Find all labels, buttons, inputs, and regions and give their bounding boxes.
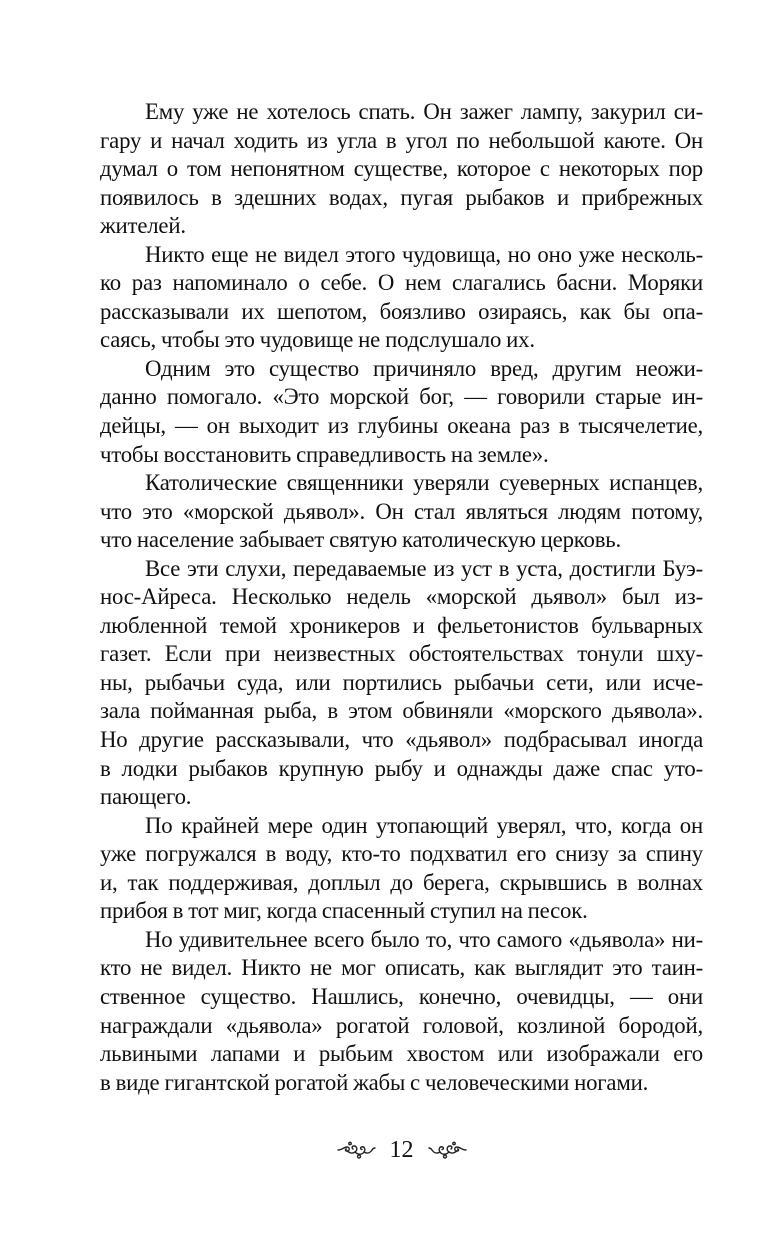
text-line: уже погружался в воду, кто-то подхватил его снизу за спину: [100, 841, 703, 867]
text-line: зала пойманная рыба, в этом обвиняли «морского дьявола».: [100, 698, 703, 724]
page-footer: [100, 1132, 703, 1168]
text-line: жителей.: [100, 213, 186, 239]
text-line: кто не видел. Никто не мог описать, как выглядит это таин-: [100, 955, 703, 981]
scroll-flourish-icon: [428, 1139, 468, 1161]
text-line: прибоя в тот миг, когда спасенный ступил на песок.: [100, 898, 588, 924]
paragraph: [100, 812, 703, 926]
book-page: [100, 0, 703, 1240]
paragraph: [100, 555, 703, 812]
text-line: данно помогало. «Это морской бог, — говорили старые ин-: [100, 384, 703, 410]
text-line: Все эти слухи, передаваемые из уст в уста, достигли Буэ-: [145, 555, 703, 581]
text-line: появилось в здешних водах, пугая рыбаков и прибрежных: [100, 184, 703, 210]
text-line: пающего.: [100, 784, 192, 810]
text-line: ко раз напоминало о себе. О нем слагались басни. Моряки: [100, 270, 703, 296]
text-line: чтобы восстановить справедливость на земле».: [100, 441, 549, 467]
text-line: Ему уже не хотелось спать. Он зажег лампу, закурил си-: [145, 99, 703, 124]
text-line: ны, рыбачьи суда, или портились рыбачьи сети, или исче-: [100, 669, 703, 695]
text-line: Но другие рассказывали, что «дьявол» подбрасывал иногда: [100, 727, 703, 753]
text-line: нос-Айреса. Несколько недель «морской дьявол» был из-: [100, 584, 703, 610]
text-line: львиными лапами и рыбьим хвостом или изображали его: [100, 1041, 703, 1067]
text-line: что население забывает святую католическую церковь.: [100, 527, 621, 553]
page-number: 12: [389, 1137, 414, 1163]
text-line: Католические священники уверяли суеверных испанцев,: [145, 470, 703, 496]
paragraph: [100, 241, 703, 355]
text-line: По крайней мере один утопающий уверял, что, когда он: [145, 812, 703, 838]
paragraph: [100, 469, 703, 555]
text-line: дейцы, — он выходит из глубины океана раз в тысячелетие,: [100, 413, 703, 439]
text-line: саясь, чтобы это чудовище не подслушало их.: [100, 327, 535, 353]
paragraph: [100, 355, 703, 469]
text-line: в лодки рыбаков крупную рыбу и однажды даже спас уто-: [100, 755, 703, 781]
text-line: ственное существо. Нашлись, конечно, очевидцы, — они: [100, 983, 703, 1009]
text-line: что это «морской дьявол». Он стал являться людям потому,: [100, 498, 703, 524]
text-line: Никто еще не видел этого чудовища, но оно уже несколь-: [145, 241, 703, 267]
body-text: [100, 98, 703, 1097]
text-line: думал о том непонятном существе, которое с некоторых пор: [100, 156, 703, 182]
text-line: газет. Если при неизвестных обстоятельствах тонули шху-: [100, 641, 703, 667]
paragraph: [100, 926, 703, 1097]
text-line: награждали «дьявола» рогатой головой, козлиной бородой,: [100, 1012, 703, 1038]
text-line: и, так поддерживая, доплыл до берега, скрывшись в волнах: [100, 869, 703, 895]
text-line: гару и начал ходить из угла в угол по небольшой каюте. Он: [100, 127, 703, 153]
text-line: любленной темой хроникеров и фельетонистов бульварных: [100, 612, 703, 638]
scroll-flourish-icon: [336, 1139, 376, 1161]
text-line: в виде гигантской рогатой жабы с человеческими ногами.: [100, 1069, 649, 1095]
text-line: рассказывали их шепотом, боязливо озираясь, как бы опа-: [100, 298, 703, 324]
text-line: Но удивительнее всего было то, что самого «дьявола» ни-: [145, 926, 703, 952]
text-line: Одним это существо причиняло вред, другим неожи-: [145, 355, 703, 381]
paragraph: [100, 98, 703, 241]
